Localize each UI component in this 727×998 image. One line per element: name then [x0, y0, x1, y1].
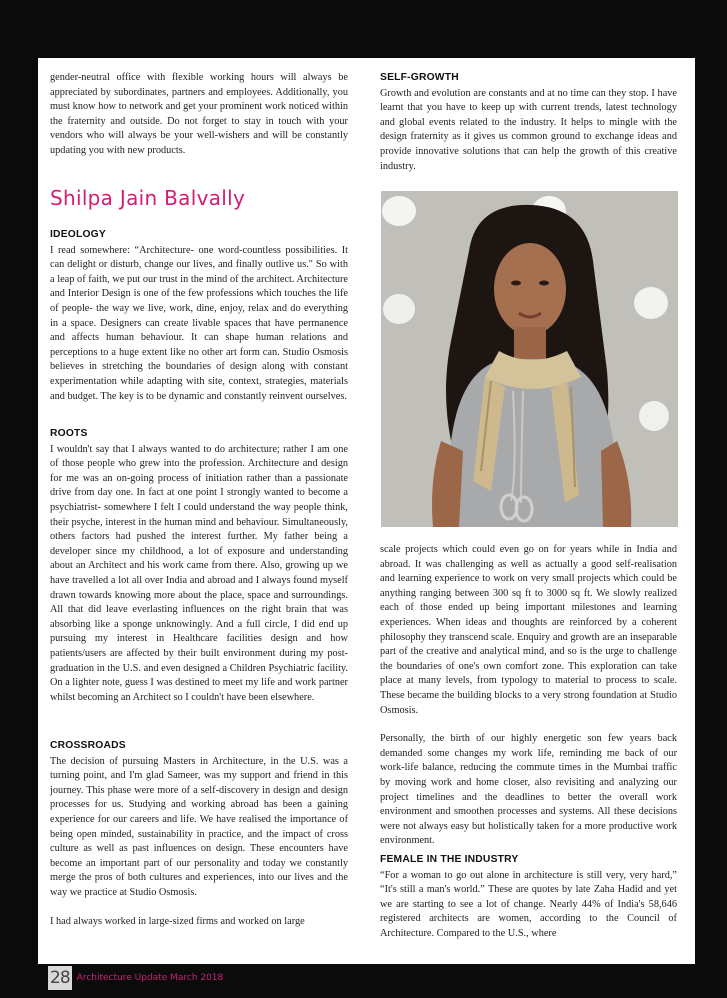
- ideology-text: I read somewhere: “Architecture- one word-countless possibilities. It can delight or disturb, change our lives, and finally outlive us." So with a leap of faith, we put our trust in the mind of the architect. Architecture and Interior Design is one of the few professions which touches the life of people- the way we live, work, dine, enjoy, relax and do everything in a space. Designers can create livable spaces that have permanence and affects human behaviour. It can shape human relations and perceptions to a huge extent like no other art form can. Studio Osmosis believes in stretching the boundaries of design along with constant experimentation while adapting with site, context, strategies, materials and budget. The key is to be dynamic and constantly reinvent ourselves.: [50, 244, 348, 402]
- page-frame-top: [0, 0, 727, 58]
- female-industry-heading: FEMALE IN THE INDUSTRY: [380, 854, 519, 865]
- roots-heading: ROOTS: [50, 428, 88, 439]
- roots-section: [50, 427, 348, 705]
- crossroads-text-continued: I had always worked in large-sized firms and worked on large: [50, 915, 305, 927]
- page-number: 28: [50, 968, 70, 988]
- person-name-heading: Shilpa Jain Balvally: [50, 186, 246, 210]
- crossroads-text: The decision of pursuing Masters in Architecture, in the U.S. was a turning point, and I'm glad Sameer, was my support and friend in this journey. This phase were more of a self-discovery in design and design processes for us. Studying and working abroad has been a gaining experience for our careers and life. We have realised the importance of being open minded, sustainability in practice, and the impact of cross culture as well as past influences on design. These encounters have become an important part of our personality and today we constantly merge the pros of both cultures and experiences, into our lives and the way we practice at Studio Osmosis.: [50, 755, 348, 898]
- ideology-heading: IDEOLOGY: [50, 229, 106, 240]
- continuation-text-1: scale projects which could even go on for years while in India and abroad. It was challenging as well as actually a good self-realisation and learning experience to work on very small projects which could be anything ranging between 300 sq ft to 3000 sq ft. We slowly realized each of those ended up being important milestones and learning experiences. When ideas and thoughts are reinforced by a coherent philosophy they transcend scale. Enquiry and growth are an inseparable part of the creative and analytical mind, and so is the urge to challenge the boundaries of one's own comfort zone. This exploration can take place at many levels, from typology to material to process to scale. These became the building blocks to a very strong foundation at Studio Osmosis.: [380, 544, 677, 716]
- roots-text: I wouldn't say that I always wanted to do architecture; rather I am one of those people who grew into the profession. Architecture and design for me was an on-going process of initiation rather than a passionate drive from day one. In fact at one point I strongly wanted to become a psychiatrist- somewhere I felt I could understand the way people think, their psyche, interest in the human mind and behaviour. Simultaneously, others factors had pushed the interest further. My father being a developer since my childhood, a lot of exposure and understanding about an Architect and his work came from there. Also, growing up we have travelled a lot all over India and abroad and I always found myself drawn towards knowing more about the place, space and surroundings. All that did leave everlasting influences on the right brain that was absorbing like a sponge unknowingly. And a full circle, I did end up pursuing my interest in Healthcare facilities design and how patients/users are affected by their built environment during my post-graduation in the U.S. and even designed a Children Psychiatric facility. On a lighter note, guess I was destined to meet my life and work partner whilst becoming an Architect so I couldn't have been elsewhere.: [50, 443, 348, 703]
- crossroads-heading: CROSSROADS: [50, 740, 126, 751]
- female-industry-text: “For a woman to go out alone in architecture is still very, very hard,” “It's still a man's world.” These are quotes by late Zaha Hadid and yet we are starting to see a lot of change. Nearly 44% of India's 58,646 registered architects are women, according to the Council of Architecture. Compared to the U.S., where: [380, 869, 677, 939]
- intro-block: [50, 71, 348, 159]
- crossroads-section: [50, 739, 348, 929]
- publication-name: Architecture Update March 2018: [76, 973, 224, 983]
- self-growth-text: Growth and evolution are constants and at no time can they stop. I have learnt that you have to keep up with current trends, latest technology and global events related to the industry. It helps to mingle with the design fraternity as it gives us common ground to exchange ideas and provide innovative solutions that can help the growth of this creative industry.: [380, 87, 677, 172]
- page-footer: [48, 966, 223, 990]
- page-frame-left: [0, 0, 38, 998]
- page-frame-right: [695, 0, 727, 998]
- portrait-photo: [381, 191, 678, 527]
- self-growth-heading: SELF-GROWTH: [380, 72, 459, 83]
- continuation-section: [380, 543, 677, 849]
- ideology-section: [50, 228, 348, 404]
- continuation-text-2: Personally, the birth of our highly energetic son few years back demanded some changes my work life, reminding me back of our work-life balance, reducing the commute times in the Mumbai traffic by moving work and home closer, also revisiting and analyzing our project timelines and the deadlines to better the overall work environment and smoothen processes and systems. All these decisions were not always easy but holistically taken for a more productive work environment.: [380, 733, 677, 847]
- female-industry-section: [380, 853, 677, 942]
- intro-paragraph: gender-neutral office with flexible working hours will always be appreciated by subordinates, partners and employees. Additionally, you must know how to network and get your prominent work noticed within the fraternity and outside. Do not forget to stay in touch with your vendors who will always be your well-wishers and will be constantly updating you with new products.: [50, 72, 348, 156]
- self-growth-section: [380, 71, 677, 174]
